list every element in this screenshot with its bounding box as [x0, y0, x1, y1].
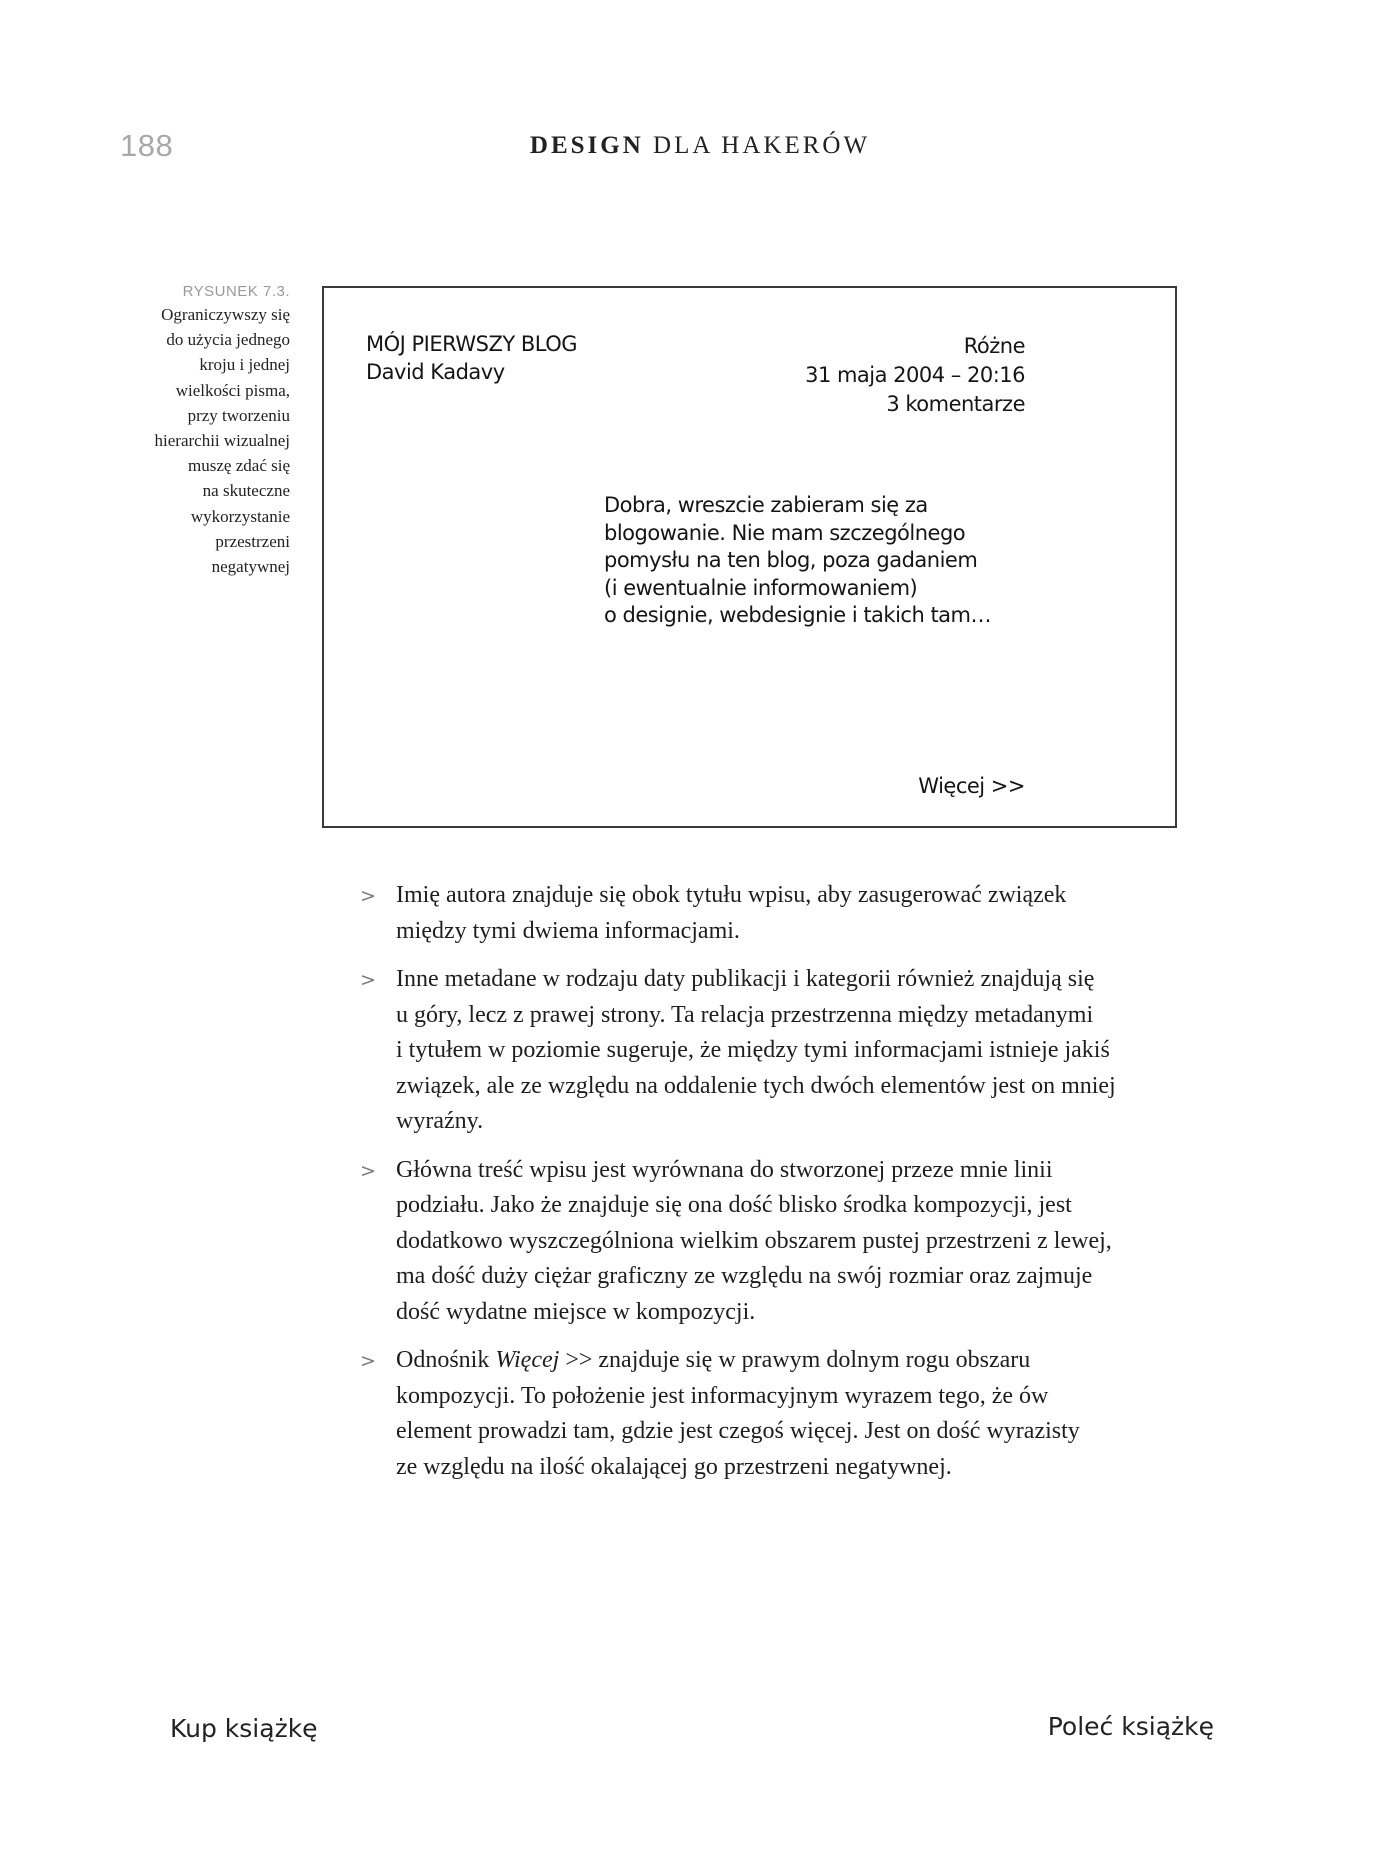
bullet-item — [360, 878, 1180, 949]
blog-post-body-line: o designie, webdesignie i takich tam… — [604, 603, 992, 627]
bullet-line: dość wydatne miejsce w kompozycji. — [396, 1298, 756, 1325]
caption-line: hierarchii wizualnej — [154, 431, 290, 451]
caption-line: przestrzeni — [215, 531, 290, 551]
page-number: 188 — [120, 128, 174, 163]
bullet-text — [396, 962, 1180, 1140]
caption-line: negatywnej — [211, 557, 290, 577]
caption-text — [115, 302, 290, 579]
bullet-line: u góry, lecz z prawej strony. Ta relacja przestrzenna między metadanymi — [396, 1001, 1094, 1028]
running-head-bold: DESIGN — [529, 132, 644, 159]
caption-line: kroju i jednej — [199, 355, 290, 375]
bullet-line: Główna treść wpisu jest wyrównana do stworzonej przeze mnie linii — [396, 1156, 1053, 1183]
bullet-line: podziału. Jako że znajduje się ona dość blisko środka kompozycji, jest — [396, 1192, 1072, 1218]
bullet-line-part: >> znajduje się w prawym dolnym rogu obszaru — [559, 1347, 1031, 1373]
bullet-line: i tytułem w poziomie sugeruje, że między tymi informacjami istnieje jakiś — [396, 1037, 1110, 1063]
blog-post-body-line: Dobra, wreszcie zabieram się za — [604, 493, 928, 517]
bullet-line-part: Odnośnik — [396, 1347, 496, 1373]
blog-post-title: MÓJ PIERWSZY BLOG — [366, 332, 578, 356]
figure-caption — [115, 282, 290, 579]
bullet-line: między tymi dwiema informacjami. — [396, 917, 740, 944]
bullet-line: związek, ale ze względu na oddalenie tych dwóch elementów jest on mniej — [396, 1072, 1116, 1099]
caption-line: na skuteczne — [202, 481, 290, 501]
bullet-item — [360, 1343, 1180, 1485]
blog-post-body — [604, 492, 1044, 630]
bullet-item — [360, 1153, 1180, 1331]
running-head — [0, 132, 1400, 160]
bullet-text — [396, 1153, 1180, 1331]
caption-label: RYSUNEK 7.3. — [182, 283, 290, 300]
caption-line: Ograniczywszy się — [161, 305, 290, 324]
bullet-line: ze względu na ilość okalającej go przestrzeni negatywnej. — [396, 1453, 952, 1480]
caption-line: wykorzystanie — [190, 506, 290, 526]
bullet-text — [396, 878, 1180, 949]
bullet-line: wyraźny. — [396, 1108, 484, 1134]
blog-post-date: 31 maja 2004 – 20:16 — [805, 363, 1025, 387]
buy-book-link[interactable]: Kup książkę — [170, 1714, 318, 1743]
bullet-marker: > — [360, 969, 376, 991]
blog-post-comments: 3 komentarze — [886, 392, 1025, 416]
bullet-line — [396, 1343, 1180, 1379]
bullet-line: Imię autora znajduje się obok tytułu wpisu, aby zasugerować związek — [396, 882, 1067, 908]
bullet-line: Inne metadane w rodzaju daty publikacji i kategorii również znajdują się — [396, 966, 1095, 992]
caption-line: wielkości pisma, — [175, 380, 290, 400]
caption-line: do użycia jednego — [166, 330, 290, 350]
blog-post-body-line: pomysłu na ten blog, poza gadaniem — [604, 548, 978, 572]
bullet-line: kompozycji. To położenie jest informacyjnym wyrazem tego, że ów — [396, 1382, 1049, 1409]
recommend-book-link[interactable]: Poleć książkę — [1047, 1712, 1214, 1741]
blog-post-category: Różne — [963, 334, 1025, 358]
caption-line: przy tworzeniu — [187, 405, 290, 425]
running-head-rest: DLA HAKERÓW — [643, 132, 871, 159]
blog-post-body-line: blogowanie. Nie mam szczególnego — [604, 520, 966, 545]
bullet-line-italic: Więcej — [495, 1347, 560, 1373]
bullet-text — [396, 1343, 1180, 1485]
bullet-item — [360, 962, 1180, 1140]
bullet-line: ma dość duży ciężar graficzny ze względu na swój rozmiar oraz zajmuje — [396, 1263, 1093, 1289]
blog-post-more-link: Więcej >> — [918, 774, 1025, 798]
caption-line: muszę zdać się — [188, 456, 290, 476]
blog-post-author: David Kadavy — [366, 360, 505, 384]
bullet-marker: > — [360, 1159, 376, 1182]
bullet-line: dodatkowo wyszczególniona wielkim obszarem pustej przestrzeni z lewej, — [396, 1227, 1112, 1254]
bullet-marker: > — [360, 1350, 376, 1372]
blog-post-metadata — [805, 332, 1025, 419]
bullet-marker: > — [360, 885, 376, 907]
blog-post-body-line: (i ewentualnie informowaniem) — [604, 575, 918, 600]
bullet-list — [360, 878, 1180, 1498]
bullet-line: element prowadzi tam, gdzie jest czegoś więcej. Jest on dość wyrazisty — [396, 1418, 1080, 1444]
figure-blog-mockup — [322, 286, 1177, 828]
